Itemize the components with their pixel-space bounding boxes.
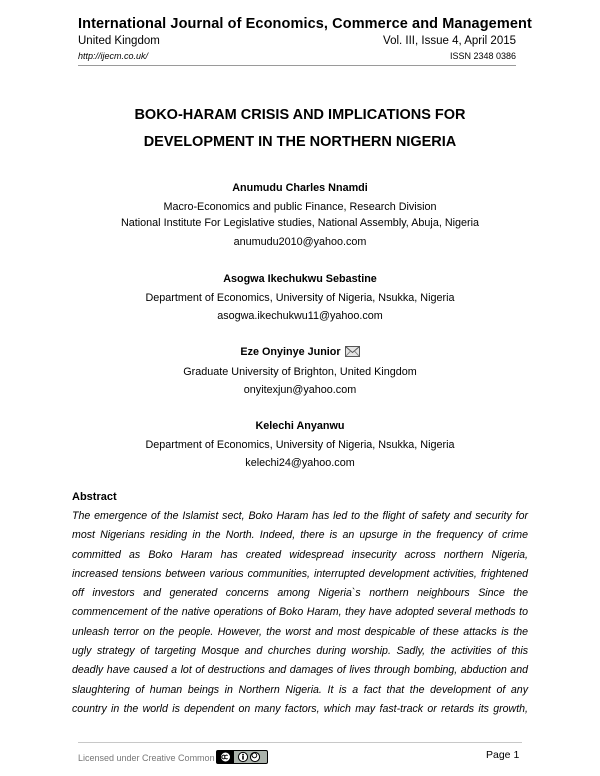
creative-commons-icon[interactable] xyxy=(216,750,268,766)
author-name: Eze Onyinye Junior xyxy=(240,346,341,358)
author-affiliation: Macro-Economics and public Finance, Research Division xyxy=(163,201,437,213)
footer-divider xyxy=(78,742,522,743)
author-email-link[interactable]: asogwa.ikechukwu11@yahoo.com xyxy=(217,310,383,322)
header-url-row xyxy=(78,51,516,61)
paper-title-line-1: BOKO-HARAM CRISIS AND IMPLICATIONS FOR xyxy=(134,107,466,123)
footer-license xyxy=(78,750,268,766)
abstract-line: slaughtering of human beings in Northern Nigeria. It is a fact that the development of any xyxy=(72,683,528,696)
abstract-line: The emergence of the Islamist sect, Boko Haram has led to the flight of safety and security for xyxy=(72,510,528,522)
abstract-body xyxy=(72,507,528,719)
abstract-line: most Nigerians residing in the North. Indeed, there is an upsurge in the frequency of crime xyxy=(72,529,528,542)
author-name: Anumudu Charles Nnamdi xyxy=(232,182,368,194)
envelope-icon[interactable] xyxy=(345,346,360,360)
abstract-line: committed as Boko Haram has created widespread insecurity across northern Nigeria, xyxy=(72,548,528,561)
abstract-line: deadly have caused a lot of destructions and damages of lives through bombing, abduction and xyxy=(72,664,528,677)
header-meta-row xyxy=(78,35,516,47)
author-affiliation: Department of Economics, University of Nigeria, Nsukka, Nigeria xyxy=(145,292,455,304)
journal-title: International Journal of Economics, Commerce and Management xyxy=(78,16,532,32)
header-divider xyxy=(78,65,516,66)
abstract-line: ugly strategy of targeting Mosque and churches during worship. Sadly, the activities of this xyxy=(72,645,528,658)
page-number: Page 1 xyxy=(486,749,520,761)
journal-country: United Kingdom xyxy=(78,35,160,47)
journal-issn: ISSN 2348 0386 xyxy=(449,51,516,61)
abstract-line: commencement of the native operations of Boko Haram, they have adopted several methods to xyxy=(72,606,528,619)
author-email-link[interactable]: onyitexjun@yahoo.com xyxy=(243,384,357,396)
author-affiliation: Department of Economics, University of Nigeria, Nsukka, Nigeria xyxy=(145,439,455,451)
abstract-line: unleash terror on the people. However, the worst and most despicable of these attacks is the xyxy=(72,625,528,638)
journal-url-link[interactable]: http://ijecm.co.uk/ xyxy=(78,51,149,61)
author-email-link[interactable]: kelechi24@yahoo.com xyxy=(245,457,355,469)
author-affiliation: National Institute For Legislative studies, National Assembly, Abuja, Nigeria xyxy=(120,217,480,229)
abstract-heading: Abstract xyxy=(72,491,117,503)
journal-volume: Vol. III, Issue 4, April 2015 xyxy=(383,35,516,47)
abstract-line: increased tensions between various communities, interrupted development activities, frightened xyxy=(72,567,528,580)
abstract-line: country in the world is dependent on many factors, which may fast-track or retards its growth, xyxy=(72,702,528,715)
paper-title-line-2: DEVELOPMENT IN THE NORTHERN NIGERIA xyxy=(143,134,457,150)
author-name: Asogwa Ikechukwu Sebastine xyxy=(223,273,377,285)
author-email-link[interactable]: anumudu2010@yahoo.com xyxy=(233,236,367,248)
license-text: Licensed under Creative Common xyxy=(78,753,215,763)
corresponding-author-row xyxy=(60,346,540,360)
author-name: Kelechi Anyanwu xyxy=(255,420,345,432)
abstract-line: off investors and generated concerns among Nigeria`s northern neighbours Since the xyxy=(72,587,528,600)
author-affiliation: Graduate University of Brighton, United Kingdom xyxy=(183,366,417,378)
